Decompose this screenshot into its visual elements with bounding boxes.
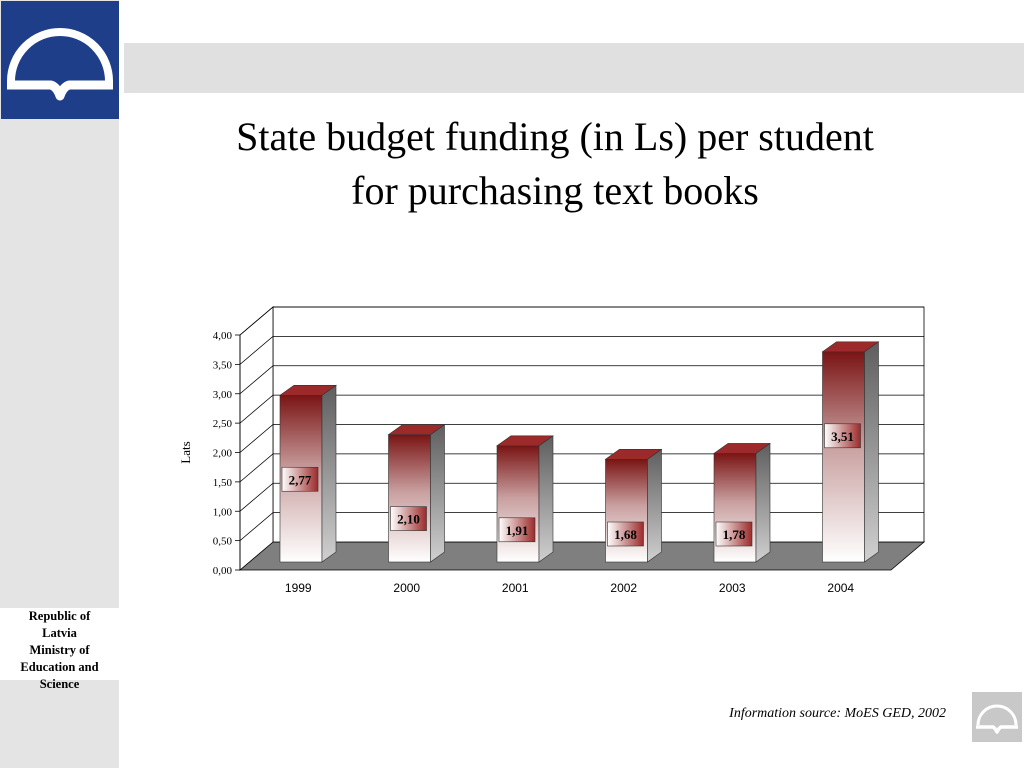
- bar-side: [865, 342, 879, 562]
- ministry-logo: [1, 1, 119, 119]
- data-label: 2,77: [288, 472, 312, 488]
- x-tick-label: 1999: [284, 581, 312, 595]
- header-band: [124, 43, 1024, 93]
- bar: [389, 435, 431, 562]
- bar-side: [756, 443, 770, 562]
- y-tick-label: 2,50: [212, 418, 232, 431]
- x-tick-label: 2004: [827, 581, 855, 595]
- book-arch-icon: [972, 692, 1022, 742]
- ministry-name: [0, 608, 119, 691]
- ministry-line: Republic of: [28, 609, 91, 623]
- y-tick-label: 0,50: [212, 535, 232, 548]
- ministry-line: Science: [39, 677, 80, 691]
- y-axis-label: Lats: [178, 441, 193, 464]
- data-label: 1,68: [614, 527, 637, 542]
- bar: [606, 459, 648, 562]
- bar-side: [431, 425, 445, 562]
- y-tick-label: 3,50: [212, 359, 232, 372]
- ministry-line: Ministry of: [29, 643, 90, 657]
- x-tick-label: 2000: [393, 581, 421, 595]
- corner-logo: [972, 692, 1022, 742]
- x-tick-label: 2003: [718, 581, 746, 595]
- bar-side: [539, 436, 553, 562]
- y-tick-label: 1,00: [212, 506, 232, 519]
- y-tick-label: 2,00: [212, 447, 232, 460]
- x-tick-label: 2002: [610, 581, 638, 595]
- bar-side: [648, 449, 662, 562]
- y-tick-label: 4,00: [212, 330, 232, 342]
- book-arch-icon: [1, 1, 119, 119]
- slide-title: [130, 110, 980, 218]
- title-line: State budget funding (in Ls) per student: [236, 114, 874, 159]
- y-tick-label: 0,00: [212, 565, 232, 577]
- data-label: 2,10: [397, 511, 420, 527]
- bar: [497, 446, 539, 562]
- funding-bar-chart: [170, 300, 930, 610]
- data-label: 1,78: [722, 527, 746, 542]
- bar: [823, 352, 865, 562]
- data-label: 1,91: [505, 522, 529, 538]
- x-tick-label: 2001: [501, 581, 529, 595]
- ministry-line: Latvia: [42, 626, 77, 640]
- chart-floor: [240, 542, 924, 570]
- ministry-line: Education and: [20, 660, 99, 674]
- y-tick-label: 3,00: [212, 388, 232, 401]
- data-label: 3,51: [831, 428, 854, 444]
- title-line: for purchasing text books: [351, 168, 759, 213]
- bar-side: [322, 385, 336, 562]
- information-source: Information source: MoES GED, 2002: [729, 706, 946, 721]
- y-tick-label: 1,50: [212, 476, 232, 489]
